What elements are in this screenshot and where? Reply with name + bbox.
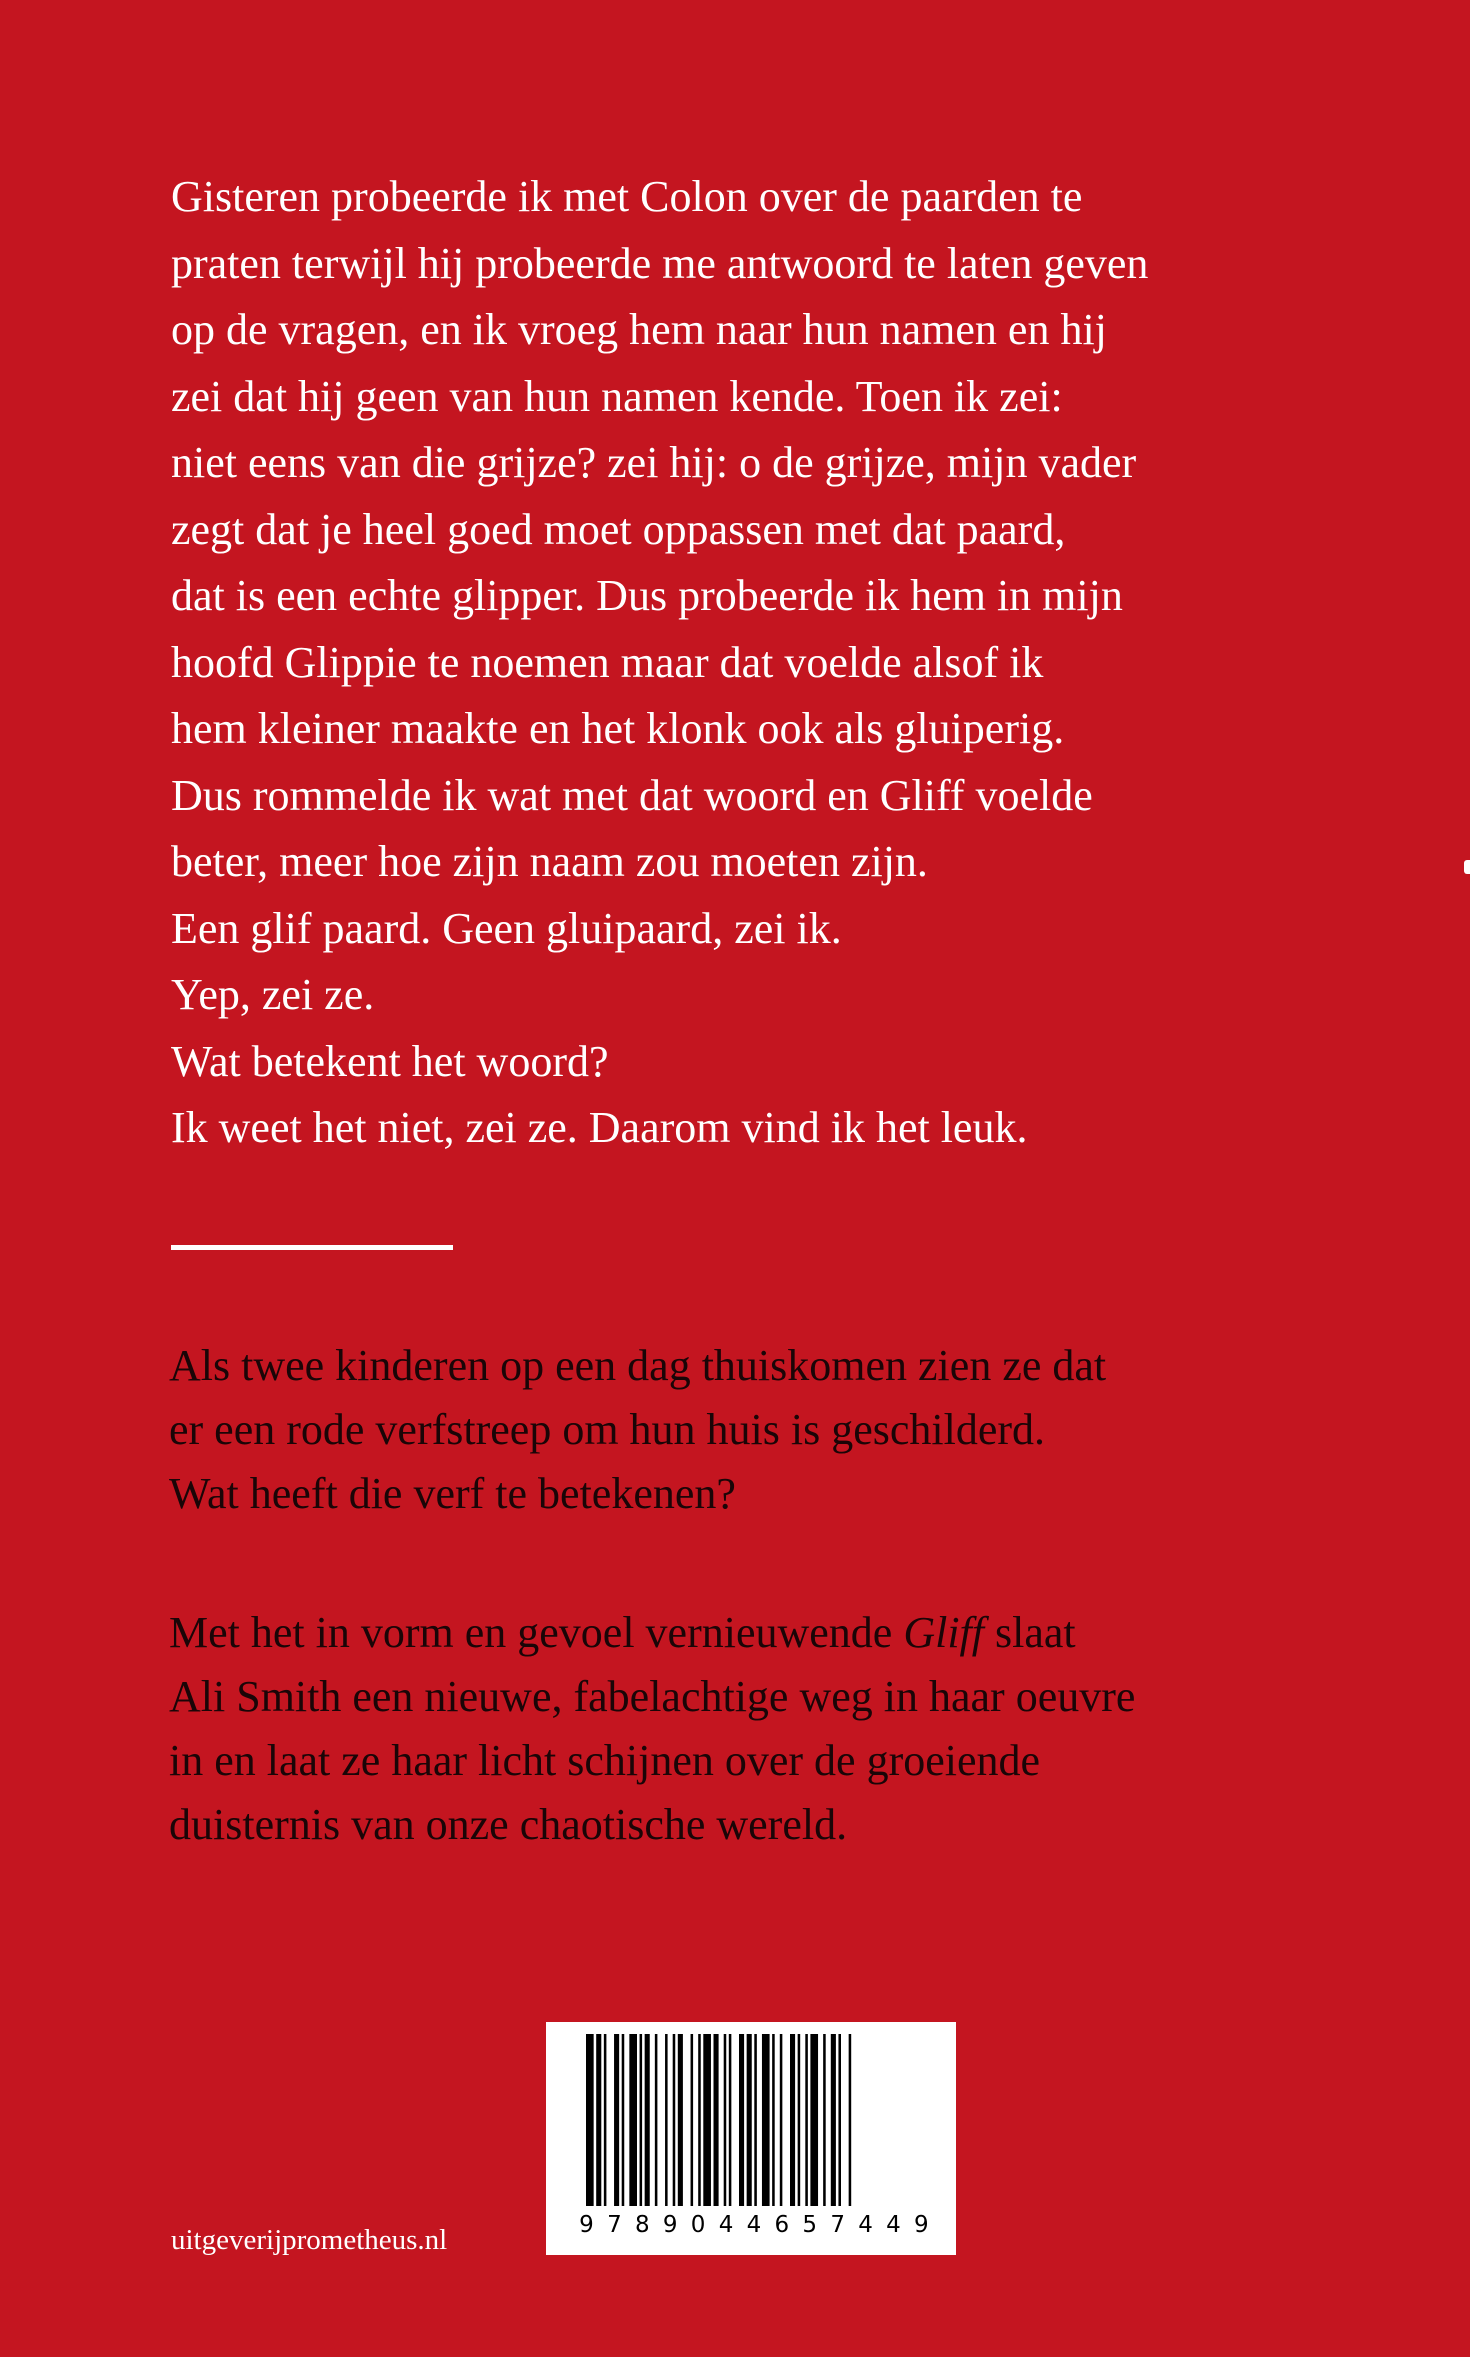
barcode-digit: 8 [634,2212,650,2238]
blurb-line: in en laat ze haar licht schijnen over de groeiende [169,1736,1041,1785]
excerpt-line: dat is een echte glipper. Dus probeerde ik hem in mijn [171,571,1123,620]
barcode-bar [655,2034,658,2206]
barcode-digit: 4 [746,2212,762,2238]
barcode-bar [823,2034,826,2206]
barcode-bar [703,2034,711,2206]
barcode-bar [614,2034,619,2206]
barcode-bar [596,2034,601,2206]
blurb-line: Wat heeft die verf te betekenen? [169,1469,736,1518]
excerpt-line: Een glif paard. Geen gluipaard, zei ik. [171,903,842,953]
barcode-bar [747,2034,752,2206]
barcode-bar [754,2034,757,2206]
barcode-digits [574,2212,934,2238]
barcode-bar [729,2034,732,2206]
barcode-digit: 5 [802,2212,818,2238]
barcode-bar [691,2034,694,2206]
barcode-bar [849,2034,852,2206]
excerpt-line: praten terwijl hij probeerde me antwoord te laten geven [171,238,1149,288]
barcode-digit: 4 [718,2212,734,2238]
excerpt-line: hem kleiner maakte en het klonk ook als gluiperig. [171,704,1065,753]
blurb-line: Ali Smith een nieuwe, fabelachtige weg in haar oeuvre [169,1672,1136,1721]
blurb-text: Met het in vorm en gevoel vernieuwende [169,1608,904,1657]
barcode-bar [810,2034,818,2206]
excerpt-line: Wat betekent het woord? [171,1036,609,1086]
barcode-bar [586,2034,594,2206]
book-title: Gliff [903,1608,985,1657]
excerpt-line: zei dat hij geen van hun namen kende. Toen ik zei: [171,371,1063,421]
barcode-bar [724,2034,727,2206]
barcode-bar [698,2034,701,2206]
blurb-paragraph-premise [169,1334,1349,1526]
barcode-digit: 4 [858,2212,873,2238]
blurb-text: slaat [984,1608,1076,1657]
barcode-bar [629,2034,637,2206]
barcode-bar [665,2034,668,2206]
blurb-paragraph-praise [169,1601,1349,1857]
barcode-bar [772,2034,775,2206]
excerpt-line: Gisteren probeerde ik met Colon over de paarden te [171,172,1083,221]
excerpt-line: zegt dat je heel goed moet oppassen met dat paard, [171,504,1066,554]
barcode-bar [798,2034,801,2206]
barcode-bar [640,2034,643,2206]
barcode-bar [622,2034,625,2206]
barcode-digit: 6 [774,2212,790,2238]
excerpt-line: Dus rommelde ik wat met dat woord en Gliff voelde [171,770,1093,820]
edge-mark [1464,860,1470,874]
excerpt-line: Yep, zei ze. [171,970,375,1019]
section-divider [171,1245,453,1250]
barcode-digit: 9 [662,2212,678,2238]
barcode-bar [762,2034,770,2206]
blurb-line [169,1601,1349,1665]
barcode-bar [678,2034,683,2206]
barcode-digit: 4 [886,2212,901,2238]
barcode-digit: 7 [830,2212,845,2238]
barcode-bar [673,2034,676,2206]
excerpt-line: op de vragen, en ik vroeg hem naar hun namen en hij [171,305,1107,354]
blurb-line: duisternis van onze chaotische wereld. [169,1800,848,1849]
barcode-digit: 7 [607,2212,622,2238]
barcode-bar [831,2034,836,2206]
barcode-bar [645,2034,650,2206]
barcode-bar [780,2034,783,2206]
publisher-url: uitgeverijprometheus.nl [171,2224,448,2256]
barcode-bar [714,2034,719,2206]
barcode-bar [838,2034,841,2206]
excerpt-line: niet eens van die grijze? zei hij: o de grijze, mijn vader [171,438,1137,487]
excerpt-line: Ik weet het niet, zei ze. Daarom vind ik het leuk. [171,1103,1028,1152]
barcode-bar [805,2034,808,2206]
barcode-digit: 0 [690,2212,706,2238]
excerpt-line: beter, meer hoe zijn naam zou moeten zijn. [171,837,928,886]
blurb-line: er een rode verfstreep om hun huis is geschilderd. [169,1405,1046,1454]
book-excerpt [171,164,1351,1162]
excerpt-line: hoofd Glippie te noemen maar dat voelde alsof ik [171,637,1044,687]
barcode-bar [790,2034,795,2206]
barcode-bar [739,2034,744,2206]
barcode-digit: 9 [579,2212,594,2238]
isbn-barcode [546,2022,956,2255]
barcode-digit: 9 [914,2212,929,2238]
blurb-line: Als twee kinderen op een dag thuiskomen zien ze dat [169,1341,1107,1390]
barcode-bar [604,2034,607,2206]
